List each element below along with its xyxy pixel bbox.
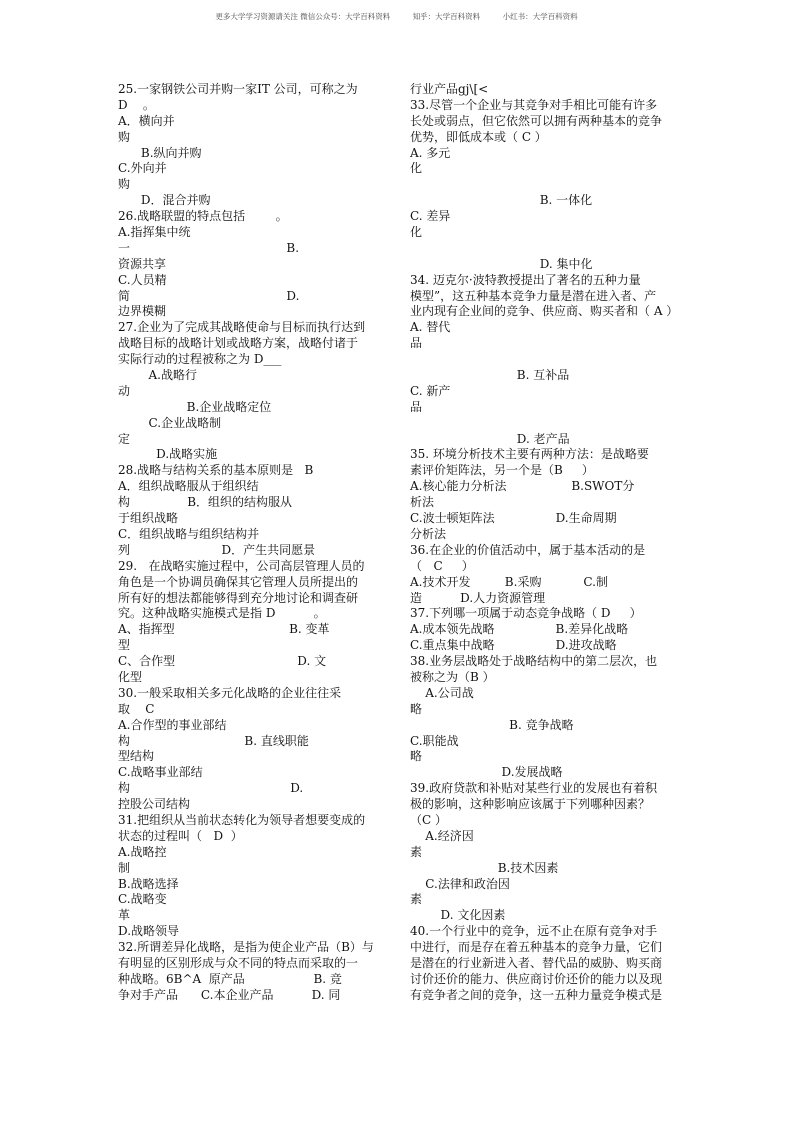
text-line: C.企业战略制 <box>118 415 222 430</box>
text-line: 造 D.人力资源管理 <box>410 590 546 605</box>
text-line: A.成本领先战略 B.差异化战略 <box>410 622 629 637</box>
text-line: 行业产品gj\[< <box>410 82 489 96</box>
text-line: A.战略行 <box>118 368 197 383</box>
text-line: 列 D．产生共同愿景 <box>118 542 316 557</box>
text-line: A、指挥型 B. 变革 <box>118 622 330 637</box>
text-line: 33.尽管一个企业与其竞争对手相比可能有许多 <box>410 97 658 112</box>
text-line: B. 互补品 <box>410 368 570 383</box>
right-column <box>410 82 700 1004</box>
text-line: D.战略领导 <box>118 924 180 939</box>
text-line: 讨价还价的能力、供应商讨价还价的能力以及现 <box>410 971 663 986</box>
text-line: D．混合并购 <box>118 193 211 208</box>
text-line: 中进行，而是存在着五种基本的竞争力量，它们 <box>410 940 663 955</box>
text-line: 战略目标的战略计划或战略方案，战略付诸于 <box>118 336 359 351</box>
text-line: C.重点集中战略 D.进攻战略 <box>410 638 617 653</box>
text-line: 所有好的想法都能够得到充分地讨论和调查研 <box>118 590 359 605</box>
text-line <box>410 177 700 193</box>
text-line: B.纵向并购 <box>118 145 202 160</box>
text-line: 革 <box>118 908 131 923</box>
text-line: （ C ） <box>410 558 474 573</box>
text-line: 品 <box>410 336 423 351</box>
text-line: 制 <box>118 860 131 875</box>
text-line: A.经济因 <box>410 828 474 843</box>
text-line: 35. 环境分析技术主要有两种方法：是战略要 <box>410 447 649 462</box>
page-header <box>0 11 793 22</box>
text-line: C.人员精 <box>118 272 167 287</box>
header-xiaohongshu: 小红书：大学百科资料 <box>502 12 578 21</box>
text-line: 30.一般采取相关多元化战略的企业往往采 <box>118 685 342 700</box>
text-line: 32.所谓差异化战略，是指为使企业产品（B）与 <box>118 940 374 955</box>
text-line: 略 <box>410 701 423 716</box>
text-line: 31.把组织从当前状态转化为领导者想要变成的 <box>118 812 366 827</box>
text-line: 定 <box>118 431 131 446</box>
text-line: 析法 <box>410 495 435 510</box>
text-line: 争对手产品 C.本企业产品 D. 同 <box>118 987 341 1002</box>
text-line: 实际行动的过程被称之为 D___ <box>118 352 282 367</box>
text-line: 型结构 <box>118 749 155 764</box>
text-line: 模型”，这五种基本竞争力量是潜在进入者、产 <box>410 288 657 303</box>
text-line: D 。 <box>118 97 155 112</box>
text-line: A．横向并 <box>118 113 175 128</box>
text-line: 26.战略联盟的特点包括 。 <box>118 209 288 224</box>
text-line: C. 差异 <box>410 209 451 224</box>
text-line: 品 <box>410 399 423 414</box>
text-line <box>410 416 700 432</box>
text-line: 极的影响，这种影响应该属于下列哪种因素？ <box>410 797 651 812</box>
text-line: 是潜在的行业新进入者、替代品的威胁、购买商 <box>410 955 663 970</box>
text-line: A．组织战略服从于组织结 <box>118 479 259 494</box>
text-line: C.波士顿矩阵法 D.生命周期 <box>410 511 617 526</box>
text-line: 动 <box>118 383 131 398</box>
text-line: 种战略。6B^A 原产品 B. 竞 <box>118 971 342 986</box>
text-line: B.企业战略定位 <box>118 399 272 414</box>
text-line: 状态的过程叫（ D ） <box>118 828 243 843</box>
text-line: 构 D. <box>118 781 304 796</box>
text-line: C、合作型 D. 文 <box>118 654 327 669</box>
text-line: 取 C <box>118 701 155 716</box>
text-line: 构 B. 直线职能 <box>118 733 309 748</box>
text-line: B.技术因素 <box>410 860 559 875</box>
text-line: A.指挥集中统 <box>118 225 191 240</box>
text-line: 素评价矩阵法，另一个是（B ） <box>410 463 594 478</box>
text-line: 34. 迈克尔·波特教授提出了著名的五种力量 <box>410 272 641 287</box>
text-line <box>410 352 700 368</box>
text-line: 化 <box>410 161 423 176</box>
text-line: 37.下列哪一项属于动态竞争战略（ D ） <box>410 606 642 621</box>
text-line: 有明显的区别形成与众不同的特点而采取的一 <box>118 955 359 970</box>
text-line: 化 <box>410 225 423 240</box>
text-line: D. 集中化 <box>410 256 593 271</box>
text-line: 边界模糊 <box>118 304 167 319</box>
text-line: 被称之为（B ） <box>410 669 495 684</box>
text-line: 40.一个行业中的竞争，远不止在原有竞争对手 <box>410 924 658 939</box>
left-column <box>118 82 408 1004</box>
text-line: 于组织战略 <box>118 511 179 526</box>
text-line: D.发展战略 <box>410 765 563 780</box>
text-line: 27.企业为了完成其战略使命与目标而执行达到 <box>118 320 366 335</box>
text-line: D.战略实施 <box>118 447 218 462</box>
text-line: 究。这种战略实施模式是指 D 。 <box>118 606 326 621</box>
text-line: 分析法 <box>410 526 447 541</box>
text-line: C.法律和政治因 <box>410 876 510 891</box>
text-line: B. 一体化 <box>410 193 593 208</box>
text-line: 28.战略与结构关系的基本原则是 B <box>118 463 314 478</box>
text-line: A.战略控 <box>118 844 167 859</box>
text-line: 素 <box>410 844 423 859</box>
text-line: B. 竞争战略 <box>410 717 574 732</box>
text-line <box>410 241 700 257</box>
text-line: 39.政府贷款和补贴对某些行业的发展也有着积 <box>410 781 658 796</box>
text-line: 角色是一个协调员确保其它管理人员所提出的 <box>118 574 359 589</box>
text-line: 一 B. <box>118 240 300 255</box>
header-zhihu: 知乎：大学百科资料 <box>412 12 481 21</box>
text-line: 简 D. <box>118 288 300 303</box>
text-line: 化型 <box>118 669 143 684</box>
header-wechat: 更多大学学习资源请关注 微信公众号：大学百科资料 <box>215 12 391 21</box>
text-line: 购 <box>118 177 131 192</box>
text-line: 业内现有企业间的竞争、供应商、购买者和（ A ） <box>410 304 679 319</box>
text-line: A. 替代 <box>410 320 451 335</box>
text-line: 略 <box>410 749 423 764</box>
text-line: C.战略变 <box>118 892 167 907</box>
text-line: 购 <box>118 129 131 144</box>
text-line: 型 <box>118 638 131 653</box>
text-line: C.外向并 <box>118 161 167 176</box>
text-line: C.战略事业部结 <box>118 765 203 780</box>
text-line: D. 文化因素 <box>410 908 506 923</box>
text-line: 38.业务层战略处于战略结构中的第二层次，也 <box>410 654 658 669</box>
text-line: A.核心能力分析法 B.SWOT分 <box>410 479 635 494</box>
text-line: C.职能战 <box>410 733 459 748</box>
text-line: 资源共享 <box>118 256 167 271</box>
text-line: 优势，即低成本或（ C ） <box>410 129 547 144</box>
text-line: A. 多元 <box>410 145 451 160</box>
text-line: 构 B．组织的结构服从 <box>118 495 293 510</box>
text-line: 36.在企业的价值活动中，属于基本活动的是 <box>410 542 646 557</box>
text-line: B.战略选择 <box>118 876 179 891</box>
text-line: A.公司战 <box>410 685 474 700</box>
text-line: C. 新产 <box>410 383 451 398</box>
text-line: C．组织战略与组织结构并 <box>118 526 260 541</box>
text-line: （C ） <box>410 812 447 827</box>
text-line: 长处或弱点，但它依然可以拥有两种基本的竞争 <box>410 113 663 128</box>
text-line: 控股公司结构 <box>118 797 191 812</box>
text-line: 25.一家钢铁公司并购一家IT 公司，可称之为 <box>118 82 358 96</box>
text-line: D. 老产品 <box>410 431 570 446</box>
text-line: 29. 在战略实施过程中，公司高层管理人员的 <box>118 558 365 573</box>
text-line: 有竞争者之间的竞争，这一五种力量竞争模式是 <box>410 987 663 1002</box>
text-line: 素 <box>410 892 423 907</box>
text-line: A.合作型的事业部结 <box>118 717 227 732</box>
text-line: A.技术开发 B.采购 C.制 <box>410 574 608 589</box>
